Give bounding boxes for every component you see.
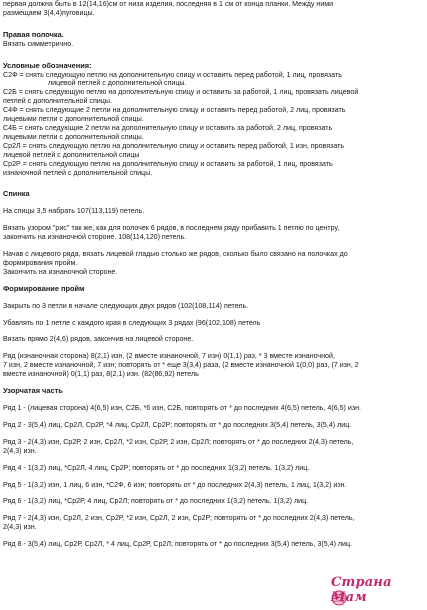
pattern-row-8: Ряд 8 - 3(5,4) лиц, Ср2Р, Ср2Л, * 4 лиц, Ср2Р, Ср2Л; повторять от * до последних 3(5,4) петель, 3(5,4) лиц. [3, 540, 353, 549]
watermark-text: Страна Мам [331, 575, 392, 605]
text-armhole-row: Ряд (изнаночная сторона) 8(2,1) изн, (2 вместе изнаночной, 7 изн) 0(1,1) раз, * 3 вместе изнаночной, [3, 352, 335, 361]
text-back-pattern-cont: закончить на изнаночной стороне. 108(114,120) петель. [3, 233, 187, 242]
legend-c2b: С2Б = снять следующую петлю на дополнительную спицу и оставить за работой, 1 лиц, провязать лицевой [3, 88, 359, 97]
pattern-row-7: Ряд 7 - 2(4,3) изн, Ср2Л, 2 изн, Ср2Р, *2 изн, Ср2Л, 2 изн, Ср2Р; повторять от * до последних 2(4,3) петель, [3, 514, 355, 523]
text-back-stockinette: Начав с лицевого ряда, вязать лицевой гладью столько же рядов, сколько было связано на полочках до [3, 250, 348, 259]
text-back-finish: Закончить на изнаночной стороне. [3, 267, 118, 276]
text-armhole-decrease: Убавлять по 1 петле с каждого края в следующих 3 рядах (96(102,108) петель [3, 318, 261, 327]
text-armhole-bindoff: Закрыть по 3 петли в начале следующих двух рядов (102(108,114) петель. [3, 301, 249, 310]
text-line: С2Ф = снять следующую петлю на дополнительную спицу и оставить перед работой, 1 лиц, провязать [3, 70, 342, 79]
text-armhole-row-end: вместе изнаночной) 0(1,1) раз, 8(2,1) изн. (82(86,92) петель [3, 370, 199, 379]
legend-c4f-cont: лицевыми петли с дополнительной спицы. [3, 115, 144, 124]
heading-right-front: Правая полочка. [3, 29, 64, 39]
knitting-instructions-document [3, 0, 424, 549]
heading-armholes: Формирование пройм [3, 283, 85, 293]
text-armhole-row-cont: 7 изн, 2 вместе изнаночной, 7 изн; повторять от * еще 3(3,4) раза, (2 вместе изнаночной 1(0,0) раз, (7 изн, 2 [3, 361, 359, 370]
legend-c4b: С4Б = снять следующие 2 петли на дополнительную спицу и оставить за работой, 2 лиц, провязать [3, 123, 333, 132]
text-back-stockinette-cont: формирования пройм. [3, 258, 78, 267]
pattern-row-2: Ряд 2 - 3(5,4) лиц, Ср2Л, Ср2Р, *4 лиц, Ср2Л, Ср2Р; повторять от * до последних 3(5,4) петель, 3(5,4) лиц. [3, 420, 352, 429]
legend-cr2r-cont: изнаночной петлей с дополнительной спицы. [3, 168, 153, 177]
legend-cr2l: Ср2Л = снять следующую петлю на дополнительную спицу и оставить перед работой, 1 изн, провязать [3, 141, 345, 150]
pattern-row-1: Ряд 1 - (лицевая сторона) 4(6,5) изн, С2Б, *6 изн, С2Б, повторять от * до последних 4(6,5) петель, 4(6,5) изн. [3, 404, 361, 412]
pattern-row-4: Ряд 4 - 1(3,2) лиц, *Ср2Л, 4 лиц, Ср2Р; повторять от * до последних 1(3,2) петель. 1(3,2) лиц. [3, 463, 310, 472]
heading-back: Спинка [3, 189, 30, 199]
pattern-row-3-cont: 2(4,3) изн. [3, 446, 37, 455]
legend-cr2l-cont: лицевой петлей с дополнительной спицы [3, 150, 140, 159]
text-armhole-straight: Вязать прямо 2(4,6) рядов, закончив на лицевой стороне. [3, 335, 194, 344]
legend-c4b-cont: лицевыми петли с дополнительной спицы. [3, 132, 144, 141]
text-line: первая должна быть в 12(14,16)см от низа изделия, последняя в 1 см от конца планки. Между ними [3, 0, 334, 8]
heading-legend: Условные обозначения: [3, 60, 92, 70]
pattern-row-3: Ряд 3 - 2(4,3) изн, Ср2Р, 2 изн, Ср2Л, *2 изн, Ср2Р, 2 изн, Ср2Л; повторять от * до последних 2(4,3) петель, [3, 437, 354, 446]
pattern-row-6: Ряд 6 - 1(3,2) лиц, *Ср2Р, 4 лиц, Ср2Л; повторять от * до последних 1(3,2) петель. 1(3,2) лиц. [3, 497, 309, 506]
text-back-pattern: Вязать узором "рис" так же, как для полочек 6 рядов, в последнем ряду прибавить 1 петлю по центру, [3, 224, 340, 233]
pattern-row-5: Ряд 5 - 1(3,2) изн, 1 лиц, 6 изн, *С2Ф, 6 изн; повторять от * до последних 2(4,3) петель, 1 лиц, 1(3,2) изн. [3, 480, 347, 489]
text-back-cast-on: На спицы 3,5 набрать 107(113,119) петель. [3, 207, 145, 216]
text-line: размещаем 3(4,4)пуговицы. [3, 8, 95, 17]
text-right-front: Вязать симметрично. [3, 39, 74, 48]
site-watermark [331, 575, 423, 608]
legend-cr2r: Ср2Р = снять следующую петлю на дополнительную спицу и оставить за работой, 1 лиц, провязать [3, 159, 333, 168]
legend-c4f: С4Ф = снять следующие 2 петли на дополнительную спицу и оставить перед работой, 2 лиц, провязать [3, 106, 346, 115]
pattern-row-7-cont: 2(4,3) изн. [3, 523, 37, 532]
paragraph-buttonholes [3, 0, 424, 18]
heading-pattern: Узорчатая часть [3, 386, 63, 396]
legend-c2f [3, 71, 424, 80]
legend-c2b-cont: петлей с дополнительной спицы. [3, 97, 112, 106]
legend-c2f-cont: лицевой петлей с дополнительной спицы. [48, 79, 187, 88]
